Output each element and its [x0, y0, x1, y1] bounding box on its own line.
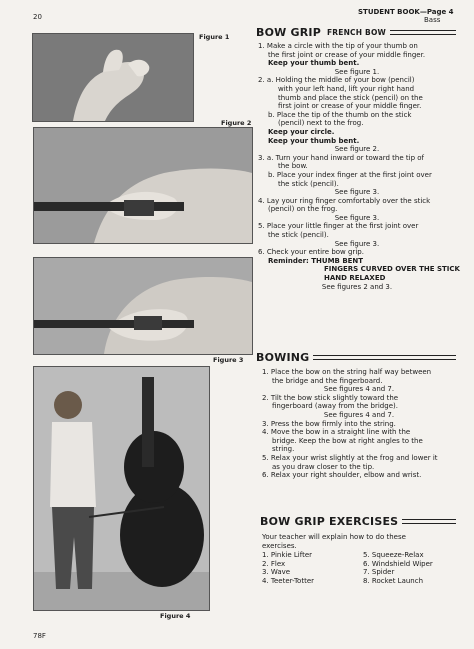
figure-2-photo: [33, 127, 253, 244]
page-footer-code: 78F: [33, 632, 46, 640]
text-line: See figure 1.: [334, 67, 380, 76]
figure-1-photo: [32, 33, 194, 122]
list-item: 1. Pinkie Lifter: [262, 551, 312, 559]
text-line: 6. Relax your right shoulder, elbow and wrist.: [262, 471, 422, 480]
text-line: Reminder: THUMB BENT: [268, 256, 364, 265]
exercises-list-right: [363, 551, 433, 585]
text-line: Keep your circle.: [268, 127, 335, 136]
list-item: 2. Flex: [262, 559, 286, 568]
figure-3-photo: [33, 257, 253, 355]
text-line: See figure 2.: [334, 145, 380, 154]
text-line: 3. Press the bow firmly into the string.: [262, 419, 396, 428]
text-line: 1. Make a circle with the tip of your thumb on: [258, 42, 418, 50]
list-item: 7. Spider: [363, 568, 395, 577]
figure-4-label: Figure 4: [160, 612, 191, 620]
list-item: 4. Teeter-Totter: [262, 576, 315, 585]
text-line: the bow.: [278, 162, 308, 171]
book-page-header: STUDENT BOOK—Page 4: [358, 8, 454, 16]
text-line: with your left hand, lift your right hand: [278, 84, 415, 93]
text-line: See figure 3.: [334, 188, 380, 197]
text-line: string.: [272, 445, 295, 454]
exercises-title: BOW GRIP EXERCISES: [260, 515, 399, 528]
text-line: b. Place the tip of the thumb on the stick: [268, 110, 412, 119]
page-number: 20: [33, 13, 42, 21]
bow-grip-instructions: [258, 42, 460, 291]
text-line: (pencil) next to the frog.: [278, 119, 364, 128]
list-item: 3. Wave: [262, 568, 291, 577]
bowing-instructions: [262, 368, 456, 480]
text-line: 5. Place your little finger at the first joint over: [258, 222, 419, 231]
list-item: 6. Windshield Wiper: [363, 559, 433, 568]
text-line: the stick (pencil).: [278, 179, 339, 188]
text-line: 6. Check your entire bow grip.: [258, 248, 364, 257]
figure-4-photo: [33, 366, 210, 611]
text-line: 1. Place the bow on the string half way between: [262, 368, 432, 376]
text-line: the bridge and the fingerboard.: [272, 376, 383, 385]
exercises-list-left: [262, 551, 314, 585]
text-line: 5. Relax your wrist slightly at the frog and lower it: [262, 453, 438, 462]
bow-grip-subtitle: FRENCH BOW: [326, 28, 387, 37]
list-item: 5. Squeeze-Relax: [363, 551, 424, 559]
text-line: thumb and place the stick (pencil) on the: [278, 93, 423, 102]
text-line: (pencil) on the frog.: [268, 205, 338, 214]
figure-2-label: Figure 2: [221, 119, 252, 127]
list-item: 8. Rocket Launch: [363, 576, 424, 585]
text-line: b. Place your index finger at the first joint over: [268, 170, 432, 179]
bowing-title: BOWING: [256, 351, 310, 364]
heading-rule: [313, 355, 456, 360]
text-line: See figures 4 and 7.: [323, 410, 395, 419]
text-line: See figure 3.: [334, 239, 380, 248]
text-line: 4. Lay your ring finger comfortably over the stick: [258, 196, 431, 205]
text-line: See figure 3.: [334, 213, 380, 222]
text-line: HAND RELAXED: [324, 274, 386, 283]
heading-rule: [402, 519, 456, 524]
figure-1-label: Figure 1: [199, 33, 230, 41]
text-line: the first joint or crease of your middle finger.: [268, 50, 426, 59]
bowing-heading: [256, 351, 456, 364]
exercises-intro: [262, 533, 456, 550]
text-line: FINGERS CURVED OVER THE STICK: [324, 265, 460, 274]
text-line: the stick (pencil).: [268, 231, 329, 240]
instrument-label: Bass: [424, 16, 441, 24]
text-line: 4. Move the bow in a straight line with the: [262, 428, 411, 437]
figure-3-label: Figure 3: [213, 356, 244, 364]
text-line: bridge. Keep the bow at right angles to the: [272, 436, 423, 445]
text-line: 3. a. Turn your hand inward or toward the tip of: [258, 153, 424, 162]
text-line: Your teacher will explain how to do these: [262, 533, 406, 541]
exercises-heading: [260, 515, 456, 528]
text-line: Keep your thumb bent.: [268, 136, 360, 145]
heading-rule: [390, 30, 456, 35]
text-line: exercises.: [262, 541, 297, 550]
text-line: 2. Tilt the bow stick slightly toward the: [262, 393, 399, 402]
text-line: 2. a. Holding the middle of your bow (pencil): [258, 76, 415, 85]
text-line: See figures 2 and 3.: [321, 282, 393, 291]
text-line: Keep your thumb bent.: [268, 59, 360, 68]
bow-grip-title: BOW GRIP: [256, 26, 321, 39]
bow-grip-heading: [256, 26, 456, 39]
text-line: as you draw closer to the tip.: [272, 462, 375, 471]
text-line: See figures 4 and 7.: [323, 385, 395, 394]
text-line: first joint or crease of your middle finger.: [278, 102, 422, 111]
text-line: fingerboard (away from the bridge).: [272, 402, 398, 411]
